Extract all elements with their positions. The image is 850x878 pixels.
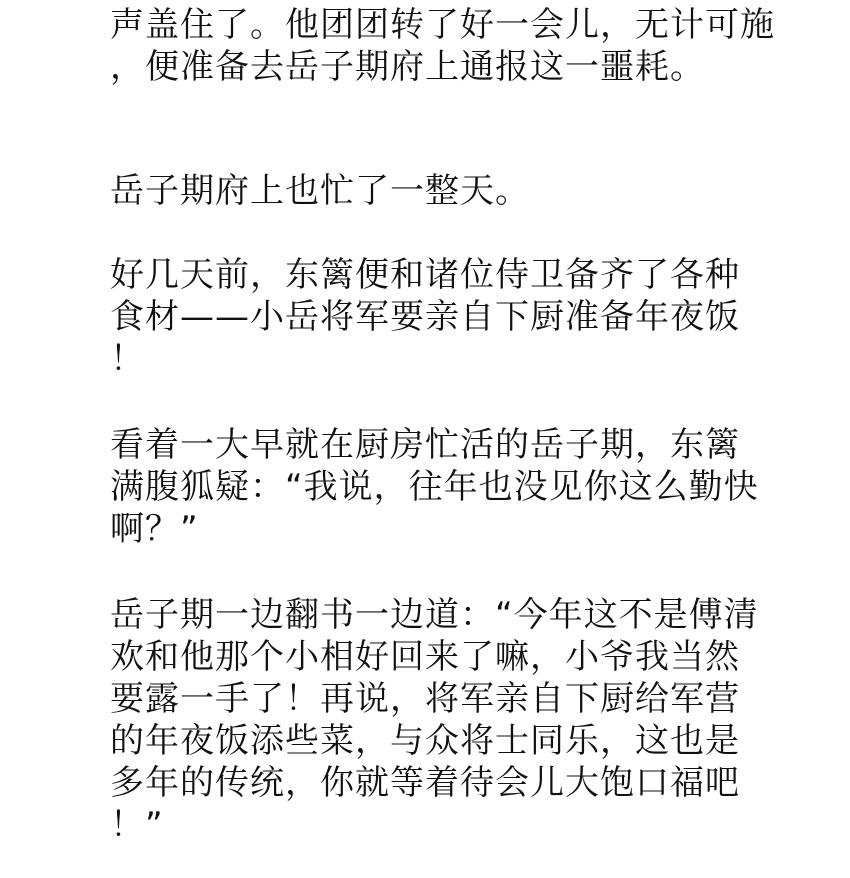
paragraph-2-line-1: 岳子期府上也忙了一整天。 (110, 171, 530, 211)
paragraph-4-line-1: 看着一大早就在厨房忙活的岳子期，东篱 (110, 425, 740, 465)
paragraph-5-line-1: 岳子期一边翻书一边道：“今年这不是傅清 (110, 595, 759, 635)
paragraph-5-line-6: ！” (110, 805, 164, 845)
paragraph-1-line-1: 声盖住了。他团团转了好一会儿，无计可施 (110, 5, 775, 45)
paragraph-3-line-3: ！ (110, 339, 145, 379)
paragraph-5-line-3: 要露一手了！再说，将军亲自下厨给军营 (110, 679, 740, 719)
paragraph-1-line-2: ，便准备去岳子期府上通报这一噩耗。 (110, 47, 705, 87)
paragraph-5-line-2: 欢和他那个小相好回来了嘛，小爷我当然 (110, 637, 740, 677)
paragraph-5-line-4: 的年夜饭添些菜，与众将士同乐，这也是 (110, 721, 740, 761)
paragraph-5-line-5: 多年的传统，你就等着待会儿大饱口福吧 (110, 763, 740, 803)
paragraph-4-line-2: 满腹狐疑：“我说，往年也没见你这么勤快 (110, 467, 759, 507)
paragraph-4-line-3: 啊？” (110, 509, 199, 549)
paragraph-3-line-2: 食材——小岳将军要亲自下厨准备年夜饭 (110, 297, 740, 337)
paragraph-3-line-1: 好几天前，东篱便和诸位侍卫备齐了各种 (110, 255, 740, 295)
